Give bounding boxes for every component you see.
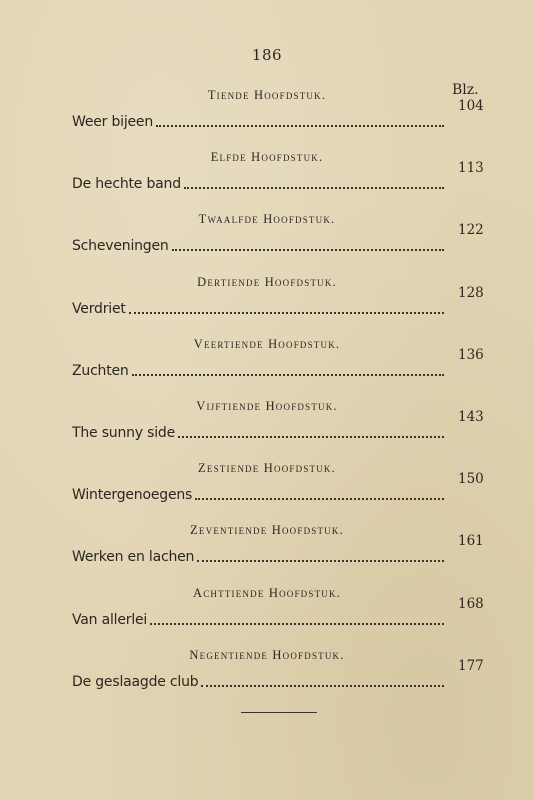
chapter-page-number: 150 — [458, 471, 484, 487]
page-number: 186 — [251, 46, 283, 64]
chapter-title: The sunny side — [72, 425, 176, 441]
dot-leader — [156, 111, 444, 127]
chapter-heading: Twaalfde Hoofdstuk. — [198, 212, 336, 226]
chapter-title: Zuchten — [72, 363, 129, 379]
chapter-heading: Zeventiende Hoofdstuk. — [190, 523, 344, 537]
chapter-heading: Dertiende Hoofdstuk. — [197, 275, 337, 289]
chapter-title: Van allerlei — [72, 612, 148, 628]
chapter-page-number: 128 — [458, 285, 484, 301]
toc-row — [72, 230, 444, 254]
dot-leader — [184, 173, 444, 189]
chapter-page-number: 113 — [458, 160, 484, 176]
toc-row — [72, 666, 444, 690]
toc-entry — [0, 586, 534, 646]
toc-entry — [0, 523, 534, 583]
chapter-title: De geslaagde club — [72, 674, 199, 690]
chapter-heading: Tiende Hoofdstuk. — [207, 88, 327, 102]
toc-row — [72, 355, 444, 379]
page-column-header: Blz. — [452, 82, 479, 98]
chapter-heading: Veertiende Hoofdstuk. — [193, 337, 341, 351]
dot-leader — [172, 235, 444, 251]
end-rule — [241, 712, 317, 713]
toc-entry — [0, 461, 534, 521]
chapter-title: Weer bijeen — [72, 114, 154, 130]
chapter-title: Werken en lachen — [72, 549, 195, 565]
toc-entry — [0, 648, 534, 708]
chapter-heading: Elfde Hoofdstuk. — [210, 150, 324, 164]
toc-row — [72, 479, 444, 503]
chapter-page-number: 104 — [458, 98, 484, 114]
dot-leader — [195, 484, 444, 500]
chapter-heading: Zestiende Hoofdstuk. — [198, 461, 336, 475]
chapter-heading: Vijftiende Hoofdstuk. — [196, 399, 338, 413]
toc-row — [72, 541, 444, 565]
toc-entry — [0, 399, 534, 459]
chapter-title: Verdriet — [72, 301, 126, 317]
toc-row — [72, 604, 444, 628]
chapter-heading: Negentiende Hoofdstuk. — [189, 648, 345, 662]
chapter-title: De hechte band — [72, 176, 181, 192]
chapter-page-number: 136 — [458, 347, 484, 363]
toc-entry — [0, 88, 534, 148]
dot-leader — [132, 360, 444, 376]
toc-entry — [0, 150, 534, 210]
toc-entry — [0, 337, 534, 397]
chapter-page-number: 168 — [458, 596, 484, 612]
chapter-page-number: 122 — [458, 222, 484, 238]
toc-row — [72, 168, 444, 192]
dot-leader — [201, 671, 444, 687]
chapter-page-number: 177 — [458, 658, 484, 674]
toc-row — [72, 293, 444, 317]
chapter-page-number: 161 — [458, 533, 484, 549]
chapter-page-number: 143 — [458, 409, 484, 425]
chapter-title: Wintergenoegens — [72, 487, 193, 503]
dot-leader — [178, 422, 444, 438]
chapter-title: Scheveningen — [72, 238, 169, 254]
dot-leader — [129, 298, 444, 314]
chapter-heading: Achttiende Hoofdstuk. — [193, 586, 341, 600]
dot-leader — [197, 546, 444, 562]
toc-entry — [0, 212, 534, 272]
dot-leader — [150, 609, 444, 625]
toc-row — [72, 417, 444, 441]
toc-entry — [0, 275, 534, 335]
toc-row — [72, 106, 444, 130]
